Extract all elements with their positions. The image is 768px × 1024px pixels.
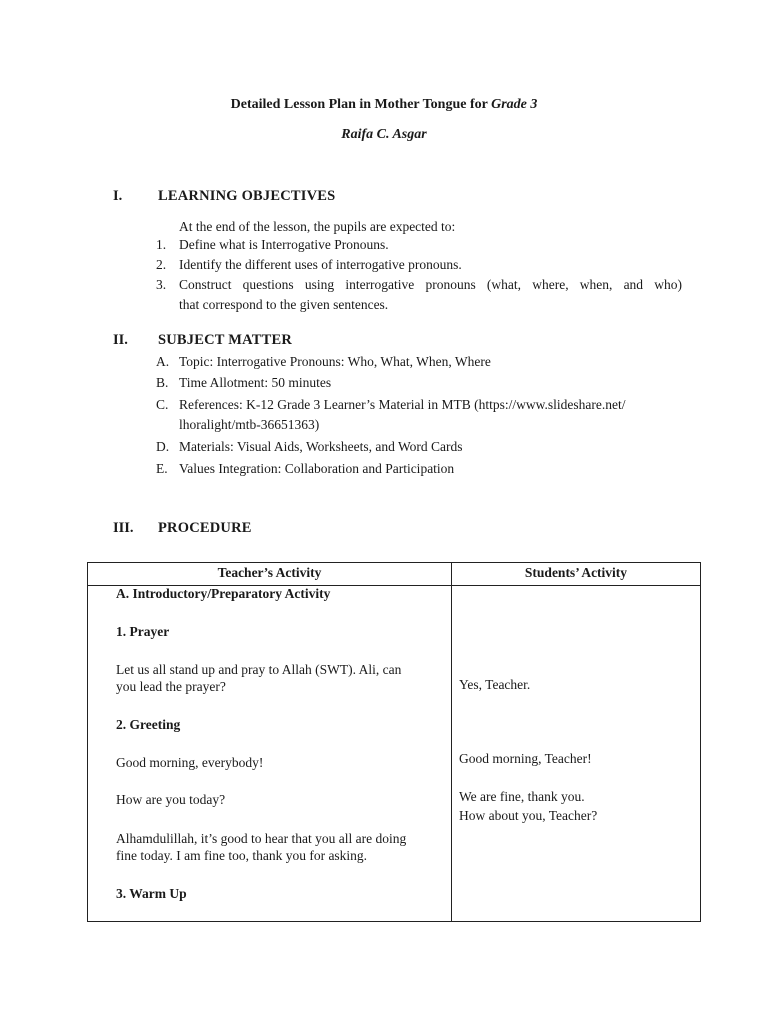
subject-item: Time Allotment: 50 minutes bbox=[179, 375, 332, 390]
teacher-prayer-line1: Let us all stand up and pray to Allah (SWT). Ali, can bbox=[116, 662, 402, 677]
subject-item-line2: lhoralight/mtb-36651363) bbox=[179, 417, 320, 432]
teacher-warmup-heading: 3. Warm Up bbox=[116, 886, 187, 901]
teacher-greeting-text: Good morning, everybody! bbox=[116, 755, 264, 770]
subject-marker: D. bbox=[156, 439, 170, 454]
section-number-ii: II. bbox=[113, 332, 128, 348]
subject-item: Topic: Interrogative Pronouns: Who, What, When, Where bbox=[179, 354, 491, 369]
subject-marker: E. bbox=[156, 461, 168, 476]
objectives-intro: At the end of the lesson, the pupils are expected to: bbox=[179, 219, 456, 234]
teacher-prayer-heading: 1. Prayer bbox=[116, 624, 170, 639]
subject-item-line1: References: K-12 Grade 3 Learner’s Material in MTB (https://www.slideshare.net/ bbox=[179, 397, 626, 412]
section-heading-subject-matter: SUBJECT MATTER bbox=[158, 332, 293, 348]
subject-marker: A. bbox=[156, 354, 170, 369]
section-heading-objectives: LEARNING OBJECTIVES bbox=[158, 188, 336, 204]
teacher-section-a: A. Introductory/Preparatory Activity bbox=[116, 586, 331, 601]
student-fine-line1: We are fine, thank you. bbox=[459, 789, 585, 804]
subject-marker: C. bbox=[156, 397, 169, 412]
teacher-greeting-heading: 2. Greeting bbox=[116, 717, 181, 732]
objective-marker: 1. bbox=[156, 237, 167, 252]
objective-item-line2: that correspond to the given sentences. bbox=[179, 297, 389, 312]
document-title bbox=[0, 97, 768, 113]
section-heading-procedure: PROCEDURE bbox=[158, 520, 252, 536]
subject-item: Materials: Visual Aids, Worksheets, and Word Cards bbox=[179, 439, 463, 454]
objective-marker: 2. bbox=[156, 257, 167, 272]
table-header-students: Students’ Activity bbox=[524, 565, 628, 580]
teacher-reply-line2: fine today. I am fine too, thank you for asking. bbox=[116, 848, 368, 863]
teacher-reply-line1: Alhamdulillah, it’s good to hear that you all are doing bbox=[116, 831, 407, 846]
table-column-divider bbox=[451, 563, 452, 921]
title-main: Detailed Lesson Plan in Mother Tongue for bbox=[230, 97, 492, 112]
section-number-i: I. bbox=[113, 188, 123, 204]
teacher-how-are-you: How are you today? bbox=[116, 792, 226, 807]
objective-marker: 3. bbox=[156, 277, 167, 292]
subject-item: Values Integration: Collaboration and Participation bbox=[179, 461, 455, 476]
objective-item: Define what is Interrogative Pronouns. bbox=[179, 237, 389, 252]
author-name: Raifa C. Asgar bbox=[341, 127, 427, 142]
objective-item: Identify the different uses of interrogative pronouns. bbox=[179, 257, 462, 272]
section-number-iii: III. bbox=[113, 520, 134, 536]
student-greeting-reply: Good morning, Teacher! bbox=[459, 751, 592, 766]
subject-marker: B. bbox=[156, 375, 169, 390]
title-grade: Grade 3 bbox=[491, 97, 538, 112]
student-fine-line2: How about you, Teacher? bbox=[459, 808, 598, 823]
table-header-teacher: Teacher’s Activity bbox=[217, 565, 322, 580]
student-prayer-reply: Yes, Teacher. bbox=[459, 677, 531, 692]
objective-item-line1: Construct questions using interrogative pronouns (what, where, when, and who) bbox=[179, 277, 682, 292]
procedure-table bbox=[87, 562, 701, 922]
teacher-prayer-line2: you lead the prayer? bbox=[116, 679, 226, 694]
